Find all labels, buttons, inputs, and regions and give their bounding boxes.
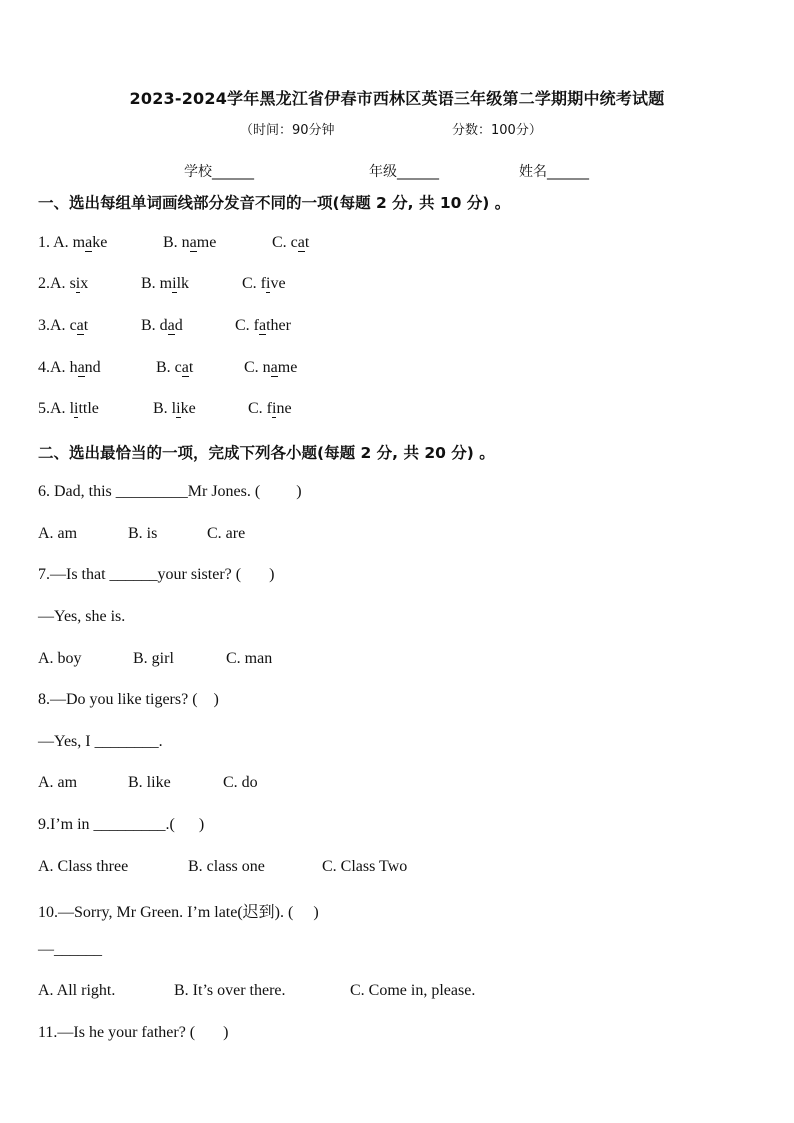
q7-option-c: C. man — [226, 650, 273, 667]
q8-option-a: A. am — [38, 774, 78, 791]
question-9: 9.I’m in _________.( ) — [38, 816, 205, 833]
section-1-heading: 一、选出每组单词画线部分发音不同的一项(每题 2 分, 共 10 分) 。 — [38, 194, 511, 212]
question-8: 8.—Do you like tigers? ( ) — [38, 691, 219, 708]
exam-time: （时间：90分钟 — [240, 123, 335, 138]
q6-option-c: C. are — [207, 525, 246, 542]
q8-option-b: B. like — [128, 774, 171, 791]
school-field: 学校______ — [184, 164, 254, 180]
q8-option-c: C. do — [223, 774, 258, 791]
section-2-heading: 二、选出最恰当的一项，完成下列各小题(每题 2 分, 共 20 分) 。 — [38, 444, 495, 462]
q10-response: —______ — [38, 941, 102, 958]
exam-page: 2023-2024学年黑龙江省伊春市西林区英语三年级第二学期期中统考试题 （时间：90分钟 分数：100分） 学校______ 年级______ 姓名______ 一、选出每组单词画线部分发音不同的一项(每题 2 分, 共 10 分) 。 1. A. make B. name C. cat 2.A. six B. milk C. five 3.A. cat B. dad C. father 4.A. hand B. cat C. name 5.A. little B. like C. fine 二、选出最恰当的一项，完成下列各小题(每题 2 分, 共 20 分) 。 6. Dad, this _________Mr Jones. ( ) A. am B. is C. are 7.—Is that ______your sister? ( ) —Yes, she is. A. boy B. girl C. man 8.—Do you like tigers? ( ) —Yes, I ________. A. am B. like C. do 9.I’m in _________.( ) A. Class three B. class one C. Class Two 10.—Sorry, Mr Green. I’m late(迟到). ( ) —______ A. All right. B. It’s over there. C. Come in, please. 11.—Is he your father? ( ) — [0, 0, 794, 1123]
question-6: 6. Dad, this _________Mr Jones. ( ) — [38, 483, 302, 500]
q10-option-a: A. All right. — [38, 982, 116, 999]
q10-option-b: B. It’s over there. — [174, 982, 286, 999]
q7-option-b: B. girl — [133, 650, 174, 667]
q7-response: —Yes, she is. — [38, 608, 126, 625]
q9-option-a: A. Class three — [38, 858, 129, 875]
q9-option-b: B. class one — [188, 858, 265, 875]
question-7: 7.—Is that ______your sister? ( ) — [38, 566, 275, 583]
question-11: 11.—Is he your father? ( ) — [38, 1024, 229, 1041]
q7-option-a: A. boy — [38, 650, 82, 667]
q9-option-c: C. Class Two — [322, 858, 408, 875]
q6-option-a: A. am — [38, 525, 78, 542]
q8-response: —Yes, I ________. — [38, 733, 163, 750]
question-10: 10.—Sorry, Mr Green. I’m late(迟到). ( ) — [38, 904, 319, 921]
exam-title: 2023-2024学年黑龙江省伊春市西林区英语三年级第二学期期中统考试题 — [129, 89, 665, 108]
grade-field: 年级______ — [369, 164, 439, 180]
name-field: 姓名______ — [519, 164, 589, 180]
q10-option-c: C. Come in, please. — [350, 982, 476, 999]
q6-option-b: B. is — [128, 525, 158, 542]
exam-score: 分数：100分） — [452, 123, 542, 138]
